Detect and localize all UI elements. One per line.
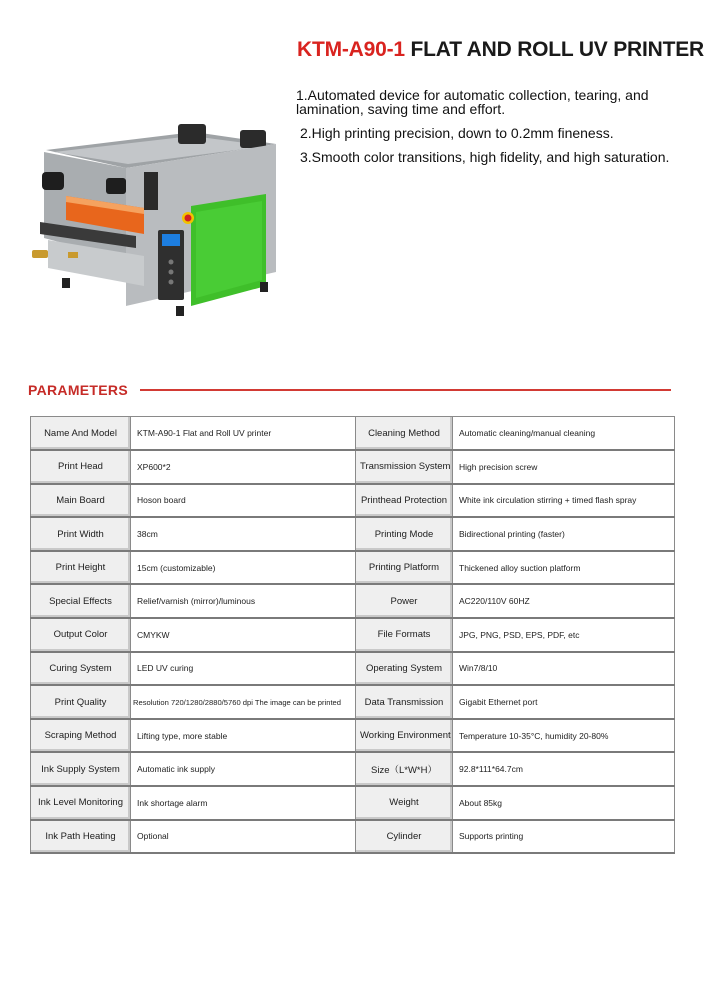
- feature-2: 2.High printing precision, down to 0.2mm fineness.: [300, 125, 614, 141]
- param-value: Relief/varnish (mirror)/luminous: [131, 584, 356, 618]
- param-value: Bidirectional printing (faster): [453, 517, 675, 551]
- param-value: XP600*2: [131, 450, 356, 484]
- param-value: About 85kg: [453, 786, 675, 820]
- param-label: Print Quality: [31, 685, 131, 719]
- param-value: 38cm: [131, 517, 356, 551]
- table-row: [31, 752, 675, 786]
- param-label: Transmission System: [356, 450, 453, 484]
- table-row: [31, 484, 675, 518]
- feature-3: 3.Smooth color transitions, high fidelity, and high saturation.: [300, 149, 670, 165]
- param-label: Size（L*W*H）: [356, 752, 453, 786]
- param-label: Cleaning Method: [356, 417, 453, 451]
- param-label: Ink Path Heating: [31, 820, 131, 854]
- param-label: Printing Mode: [356, 517, 453, 551]
- printer-image: [26, 110, 288, 338]
- table-row: [31, 618, 675, 652]
- param-label: Power: [356, 584, 453, 618]
- table-row: [31, 450, 675, 484]
- table-row: [31, 551, 675, 585]
- table-row: [31, 417, 675, 451]
- param-value: Ink shortage alarm: [131, 786, 356, 820]
- param-label: Data Transmission: [356, 685, 453, 719]
- param-value: High precision screw: [453, 450, 675, 484]
- param-value: 92.8*111*64.7cm: [453, 752, 675, 786]
- param-value: Win7/8/10: [453, 652, 675, 686]
- feature-1: 1.Automated device for automatic collection, tearing, and lamination, saving time and effort.: [296, 87, 649, 117]
- table-row: [31, 517, 675, 551]
- param-label: File Formats: [356, 618, 453, 652]
- param-label: Ink Level Monitoring: [31, 786, 131, 820]
- table-row: [31, 719, 675, 753]
- param-label: Curing System: [31, 652, 131, 686]
- param-label: Printing Platform: [356, 551, 453, 585]
- param-value: KTM-A90-1 Flat and Roll UV printer: [131, 417, 356, 451]
- param-value: Lifting type, more stable: [131, 719, 356, 753]
- param-value: Gigabit Ethernet port: [453, 685, 675, 719]
- parameters-divider: [140, 389, 671, 391]
- param-label: Main Board: [31, 484, 131, 518]
- param-label: Cylinder: [356, 820, 453, 854]
- product-name: FLAT AND ROLL UV PRINTER: [410, 38, 704, 61]
- param-label: Scraping Method: [31, 719, 131, 753]
- param-value: CMYKW: [131, 618, 356, 652]
- table-row: [31, 584, 675, 618]
- param-value: Hoson board: [131, 484, 356, 518]
- table-row: [31, 786, 675, 820]
- parameters-heading: PARAMETERS: [28, 382, 128, 398]
- param-value: Automatic cleaning/manual cleaning: [453, 417, 675, 451]
- param-label: Operating System: [356, 652, 453, 686]
- param-value: Thickened alloy suction platform: [453, 551, 675, 585]
- param-label: Weight: [356, 786, 453, 820]
- param-value: 15cm (customizable): [131, 551, 356, 585]
- param-label: Special Effects: [31, 584, 131, 618]
- param-label: Name And Model: [31, 417, 131, 451]
- param-value: Resolution 720/1280/2880/5760 dpi The image can be printed: [131, 685, 356, 719]
- param-value: Temperature 10-35°C, humidity 20-80%: [453, 719, 675, 753]
- parameters-table: [30, 416, 675, 854]
- param-value: White ink circulation stirring + timed flash spray: [453, 484, 675, 518]
- param-label: Working Environment: [356, 719, 453, 753]
- param-label: Printhead Protection: [356, 484, 453, 518]
- product-title: [297, 38, 704, 62]
- param-value: AC220/110V 60HZ: [453, 584, 675, 618]
- param-label: Output Color: [31, 618, 131, 652]
- param-value: Automatic ink supply: [131, 752, 356, 786]
- param-label: Print Height: [31, 551, 131, 585]
- param-label: Print Head: [31, 450, 131, 484]
- table-row: [31, 652, 675, 686]
- param-value: Optional: [131, 820, 356, 854]
- param-value: Supports printing: [453, 820, 675, 854]
- product-model: KTM-A90-1: [297, 38, 405, 61]
- param-label: Ink Supply System: [31, 752, 131, 786]
- table-row: [31, 685, 675, 719]
- param-value: JPG, PNG, PSD, EPS, PDF, etc: [453, 618, 675, 652]
- param-label: Print Width: [31, 517, 131, 551]
- param-value: LED UV curing: [131, 652, 356, 686]
- table-row: [31, 820, 675, 854]
